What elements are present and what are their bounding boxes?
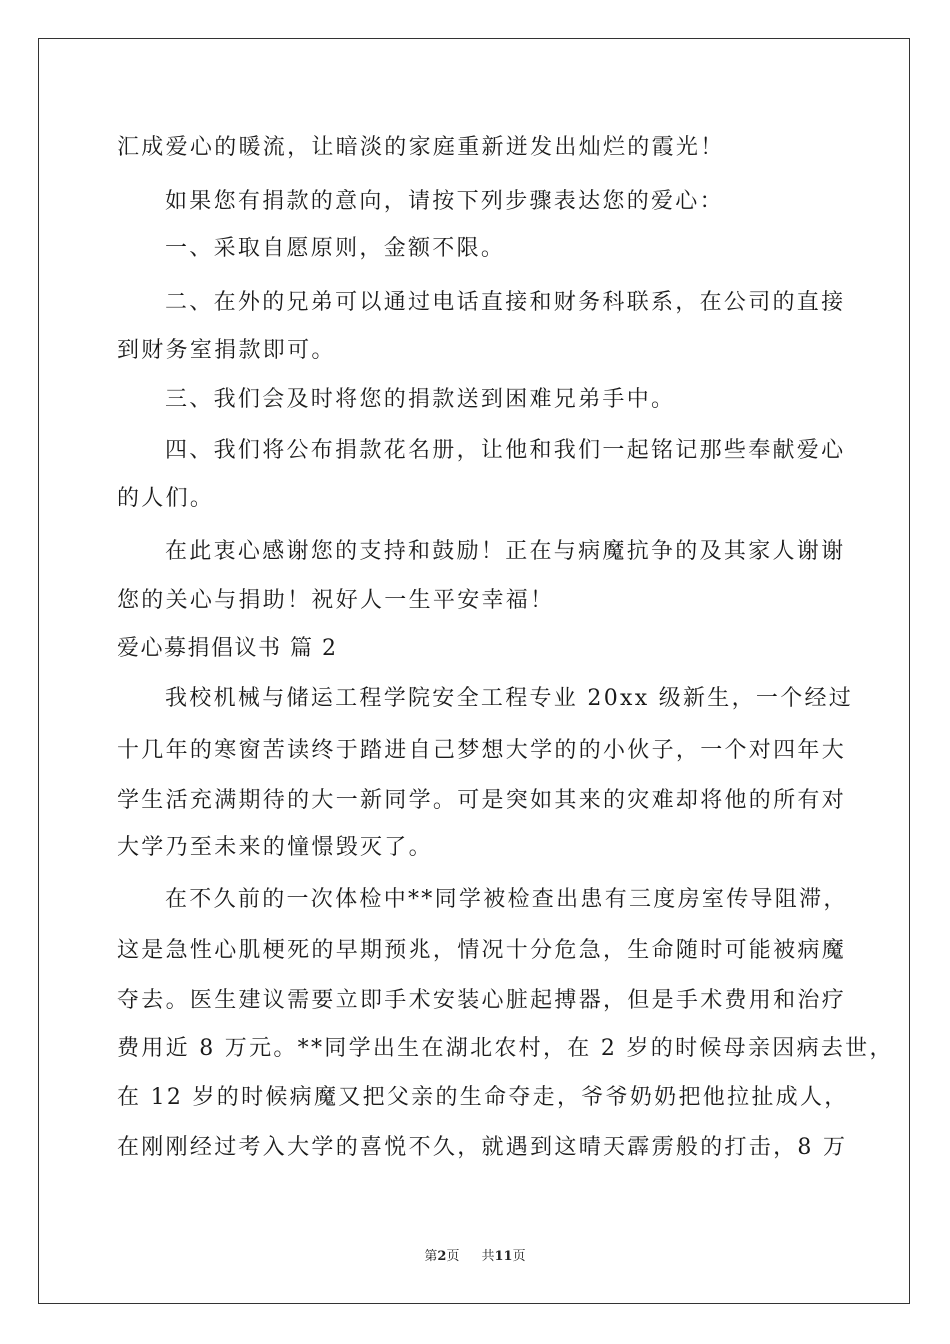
page-footer [0,1248,950,1266]
paragraph-line: 二、在外的兄弟可以通过电话直接和财务科联系，在公司的直接 [165,290,846,315]
paragraph-line: 您的关心与捐助！祝好人一生平安幸福！ [117,588,555,613]
paragraph-line: 夺去。医生建议需要立即手术安装心脏起搏器，但是手术费用和治疗 [117,988,847,1013]
paragraph-line: 四、我们将公布捐款花名册，让他和我们一起铭记那些奉献爱心 [165,438,846,463]
paragraph-line: 费用近 8 万元。**同学出生在湖北农村，在 2 岁的时候母亲因病去世， [117,1036,894,1061]
total-page-number: 11 [494,1249,513,1264]
paragraph-line: 学生活充满期待的大一新同学。可是突如其来的灾难却将他的所有对 [117,788,847,813]
current-page-number: 2 [437,1249,447,1264]
paragraph-line: 十几年的寒窗苦读终于踏进自己梦想大学的的小伙子，一个对四年大 [117,738,847,763]
paragraph-line: 在不久前的一次体检中**同学被检查出患有三度房室传导阻滞， [165,887,848,912]
total-suffix: 页 [512,1249,526,1264]
paragraph-line: 到财务室捐款即可。 [117,338,336,363]
paragraph-line: 的人们。 [117,486,215,511]
page-prefix: 第 [424,1249,438,1264]
page-suffix: 页 [446,1249,460,1264]
paragraph-line: 三、我们会及时将您的捐款送到困难兄弟手中。 [165,387,676,412]
paragraph-line: 如果您有捐款的意向，请按下列步骤表达您的爱心： [165,189,724,214]
paragraph-line: 汇成爱心的暖流，让暗淡的家庭重新迸发出灿烂的霞光！ [117,135,725,160]
paragraph-line: 在此衷心感谢您的支持和鼓励！正在与病魔抗争的及其家人谢谢 [165,539,846,564]
paragraph-line: 在 12 岁的时候病魔又把父亲的生命夺走，爷爷奶奶把他拉扯成人， [117,1085,849,1110]
paragraph-line: 大学乃至未来的憧憬毁灭了。 [117,835,433,860]
paragraph-line: 一、采取自愿原则，金额不限。 [165,236,506,261]
page-border [38,38,910,1304]
section-heading: 爱心募捐倡议书 篇 2 [117,636,338,661]
total-prefix: 共 [481,1249,495,1264]
paragraph-line: 这是急性心肌梗死的早期预兆，情况十分危急，生命随时可能被病魔 [117,938,847,963]
paragraph-line: 我校机械与储运工程学院安全工程专业 20xx 级新生，一个经过 [165,686,854,711]
paragraph-line: 在刚刚经过考入大学的喜悦不久，就遇到这晴天霹雳般的打击，8 万 [117,1135,848,1160]
